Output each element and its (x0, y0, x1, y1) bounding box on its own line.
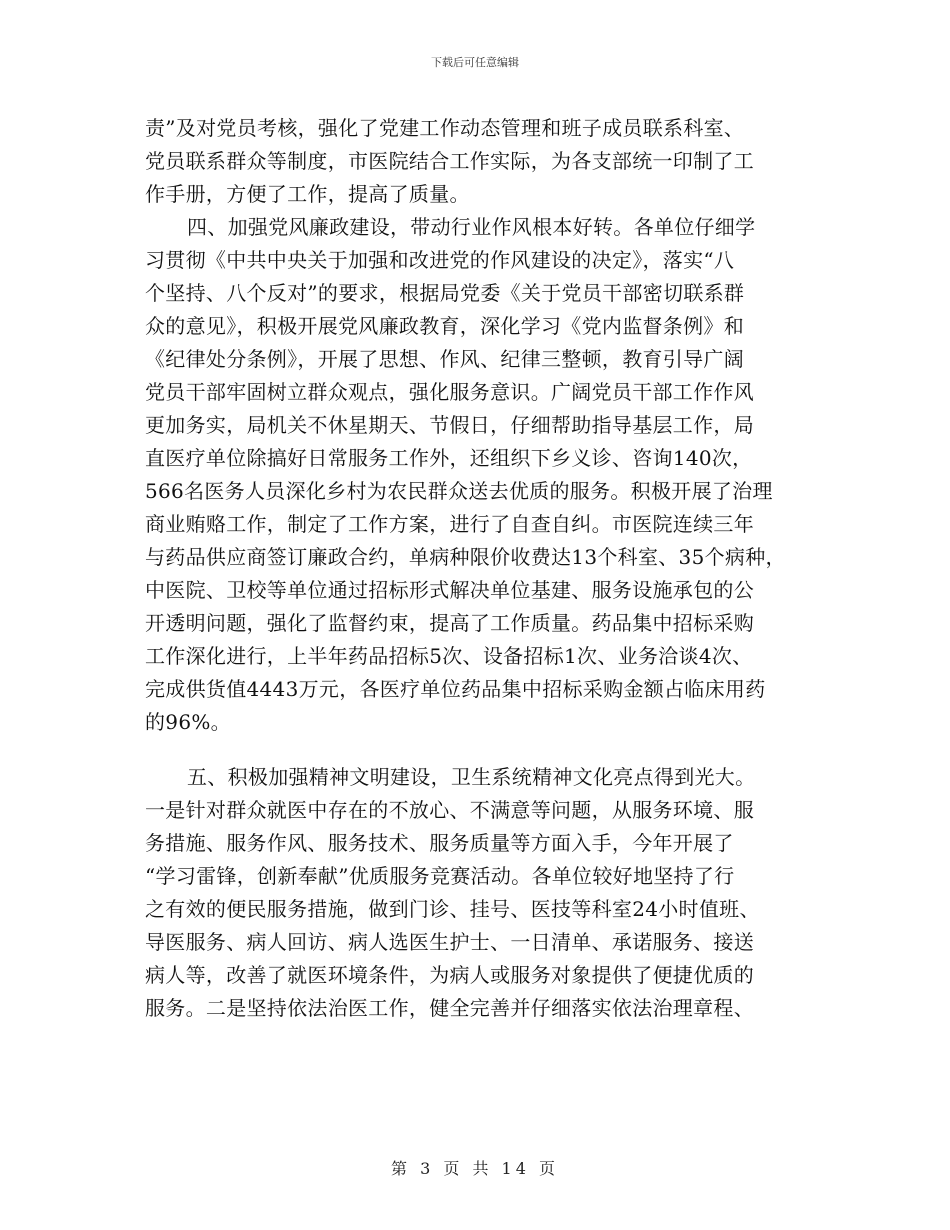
text-line: 更加务实，局机关不休星期天、节假日，仔细帮助指导基层工作，局 (145, 413, 754, 437)
text-line: 的96%。 (145, 710, 231, 734)
text-line: 之有效的便民服务措施，做到门诊、挂号、医技等科室24小时值班、 (145, 897, 760, 921)
text-line: 完成供货值4443万元，各医疗单位药品集中招标采购金额占临床用药 (145, 677, 766, 701)
text-line: 服务。二是坚持依法治医工作，健全完善并仔细落实依法治理章程、 (145, 996, 754, 1020)
text-line: 商业贿赂工作，制定了工作方案，进行了自查自纠。市医院连续三年 (145, 512, 754, 536)
text-line: 习贯彻《中共中央关于加强和改进党的作风建设的决定》，落实“八 (145, 248, 735, 272)
text-line: 党员联系群众等制度，市医院结合工作实际，为各支部统一印制了工 (145, 149, 754, 173)
text-line: 众的意见》，积极开展党风廉政教育，深化学习《党内监督条例》和 (145, 314, 744, 338)
text-line: 病人等，改善了就医环境条件，为病人或服务对象提供了便捷优质的 (145, 963, 754, 987)
paragraph (145, 112, 810, 211)
text-line: 一是针对群众就医中存在的不放心、不满意等问题，从服务环境、服 (145, 798, 754, 822)
text-line: 直医疗单位除搞好日常服务工作外，还组织下乡义诊、咨询140次， (145, 446, 753, 470)
text-line: 作手册，方便了工作，提高了质量。 (145, 182, 470, 206)
text-line: 五、积极加强精神文明建设，卫生系统精神文化亮点得到光大。 (187, 765, 756, 789)
text-line: 导医服务、病人回访、病人选医生护士、一日清单、承诺服务、接送 (145, 930, 754, 954)
text-line: 《纪律处分条例》，开展了思想、作风、纪律三整顿，教育引导广阔 (145, 347, 744, 371)
text-line: 个坚持、八个反对”的要求，根据局党委《关于党员干部密切联系群 (145, 281, 745, 305)
text-line: 566名医务人员深化乡村为农民群众送去优质的服务。积极开展了治理 (145, 479, 773, 503)
paragraph (145, 211, 810, 739)
page-footer: 第 3 页 共 14 页 (391, 1159, 559, 1178)
text-line: 四、加强党风廉政建设，带动行业作风根本好转。各单位仔细学 (187, 215, 756, 239)
document-body (145, 112, 810, 1025)
text-line: 责”及对党员考核，强化了党建工作动态管理和班子成员联系科室、 (145, 116, 745, 140)
text-line: 务措施、服务作风、服务技术、服务质量等方面入手，今年开展了 (145, 831, 734, 855)
text-line: 与药品供应商签订廉政合约，单病种限价收费达13个科室、35个病种， (145, 545, 786, 569)
text-line: 开透明问题，强化了监督约束，提高了工作质量。药品集中招标采购 (145, 611, 754, 635)
paragraph-gap (145, 739, 810, 761)
text-line: “学习雷锋，创新奉献”优质服务竞赛活动。各单位较好地坚持了行 (145, 864, 735, 888)
page-header: 下载后可任意编辑 (431, 56, 519, 69)
text-line: 中医院、卫校等单位通过招标形式解决单位基建、服务设施承包的公 (145, 578, 754, 602)
paragraph (145, 761, 810, 1025)
text-line: 工作深化进行，上半年药品招标5次、设备招标1次、业务洽谈4次、 (145, 644, 753, 668)
text-line: 党员干部牢固树立群众观点，强化服务意识。广阔党员干部工作作风 (145, 380, 754, 404)
